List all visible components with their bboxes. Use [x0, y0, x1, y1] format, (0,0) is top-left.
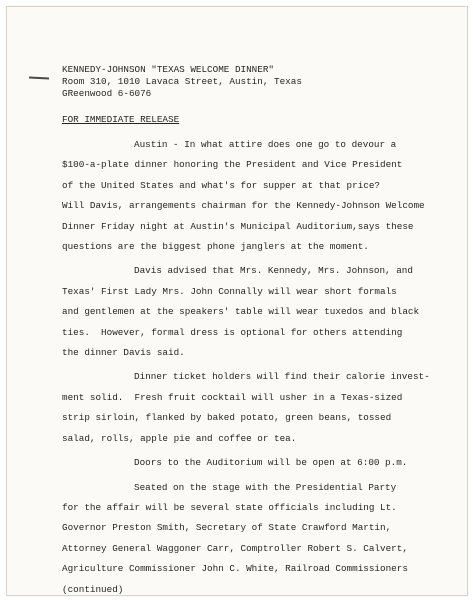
release-label: FOR IMMEDIATE RELEASE [62, 114, 180, 125]
body-line: Seated on the stage with the Presidential Party [134, 481, 397, 493]
body-line: Davis advised that Mrs. Kennedy, Mrs. Johnson, and [134, 265, 413, 277]
body-line: the dinner Davis said. [62, 347, 185, 359]
body-line: Austin - In what attire does one go to devour a [134, 139, 397, 150]
body-line: Attorney General Waggoner Carr, Comptroller Robert S. Calvert, [62, 542, 408, 554]
body-line: of the United States and what's for supper at that price? [62, 179, 381, 191]
body-line: Texas' First Lady Mrs. John Connally will wear short formals [62, 285, 397, 297]
letterhead-title: KENNEDY-JOHNSON "TEXAS WELCOME DINNER" [62, 64, 275, 75]
document-page [6, 6, 468, 596]
body-line: strip sirloin, flanked by baked potato, green beans, tossed [62, 412, 392, 424]
body-line: salad, rolls, apple pie and coffee or tea. [62, 432, 297, 444]
body-line: ties. However, formal dress is optional for others attending [62, 326, 403, 338]
body-line: questions are the biggest phone janglers at the moment. [62, 241, 369, 253]
body-line: Governor Preston Smith, Secretary of State Crawford Martin, [62, 522, 392, 534]
body-line: for the affair will be several state officials including Lt. [62, 501, 397, 513]
body-line: Dinner Friday night at Austin's Municipal Auditorium,says these [62, 220, 414, 232]
body-line: Will Davis, arrangements chairman for the Kennedy-Johnson Welcome [62, 200, 425, 212]
body-line: Dinner ticket holders will find their calorie invest- [134, 371, 430, 383]
margin-mark [29, 76, 49, 79]
letterhead-phone: GReenwood 6-6076 [62, 88, 152, 99]
body-line: Agriculture Commissioner John C. White, Railroad Commissioners [62, 563, 408, 575]
letterhead-address: Room 310, 1010 Lavaca Street, Austin, Texas [62, 76, 302, 87]
body-line: and gentlemen at the speakers' table will wear tuxedos and black [62, 306, 420, 318]
continued-note: (continued) [62, 583, 124, 595]
body-text [62, 135, 462, 600]
body-line: $100-a-plate dinner honoring the President and Vice President [62, 159, 403, 171]
press-release [62, 64, 462, 600]
body-line: ment solid. Fresh fruit cocktail will usher in a Texas-sized [62, 391, 403, 403]
body-line: Doors to the Auditorium will be open at 6:00 p.m. [134, 457, 408, 469]
